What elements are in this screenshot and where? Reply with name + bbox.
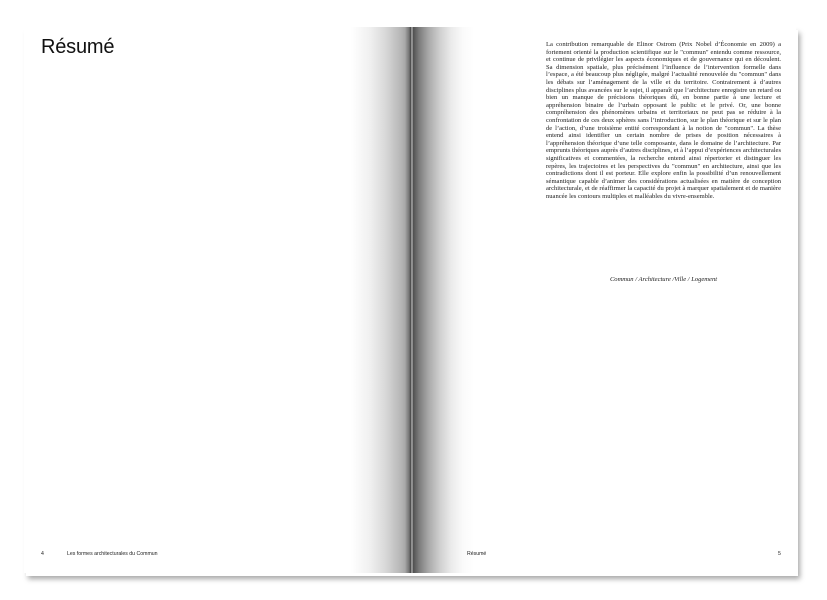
- keywords: Commun / Architecture /Ville / Logement: [609, 276, 718, 283]
- left-page: [24, 27, 413, 573]
- page-title: Résumé: [41, 36, 115, 58]
- right-page: [413, 27, 796, 573]
- abstract-text: La contribution remarquable de Elinor Ostrom (Prix Nobel d’Économie en 2009) a fortement orienté la production scientifique sur le "commun" entendu comme ressource, et continue de privilégier les aspects économiques et de gouvernance qui en découlent. Sa dimension spatiale, plus précisément l’influence de l’intervention formelle dans l’espace, a été beaucoup plus négligée, malgré l’actualité renouvelée du "commun" dans les débats sur l’aménagement de la ville et du territoire. Contrairement à d’autres disciplines plus avancées sur le sujet, il apparaît que l’architecture enregistre un retard ou bien un manque de précisions théoriques dû, en bonne partie à une lecture et appréhension binaire de l’urbain opposant le public et le privé. Or, une bonne compréhension des phénomènes urbains et territoriaux ne peut pas se réduire à la confrontation de ces deux sphères sans l’introduction, sur le plan théorique et sur le plan de l’action, d’une troisième entité correspondant à la notion de "commun". La thèse entend ainsi identifier un certain nombre de prises de position nécessaires à l’appréhension théorique d’une telle composante, dans le domaine de l’architecture. Par emprunts théoriques auprès d’autres disciplines, et à l’appui d’expériences architecturales significatives et commentées, la recherche entend ainsi répertorier et distinguer les repères, les trajectoires et les perspectives du "commun" en architecture, ainsi que les contradictions dont il est porteur. Elle explore enfin la possibilité d’un renouvellement sémantique capable d’animer des considérations actualisées en matière de conception architecturale, et de réaffirmer la capacité du projet à marquer spatialement et de manière nuancée les contours multiples et malléables du vivre-ensemble.: [546, 41, 781, 200]
- page-number-left: 4: [41, 551, 44, 557]
- running-title-right: Résumé: [467, 551, 487, 557]
- running-title-left: Les formes architecturales du Commun: [67, 551, 158, 557]
- gutter-shadow: [405, 27, 411, 573]
- page-number-right: 5: [778, 551, 781, 557]
